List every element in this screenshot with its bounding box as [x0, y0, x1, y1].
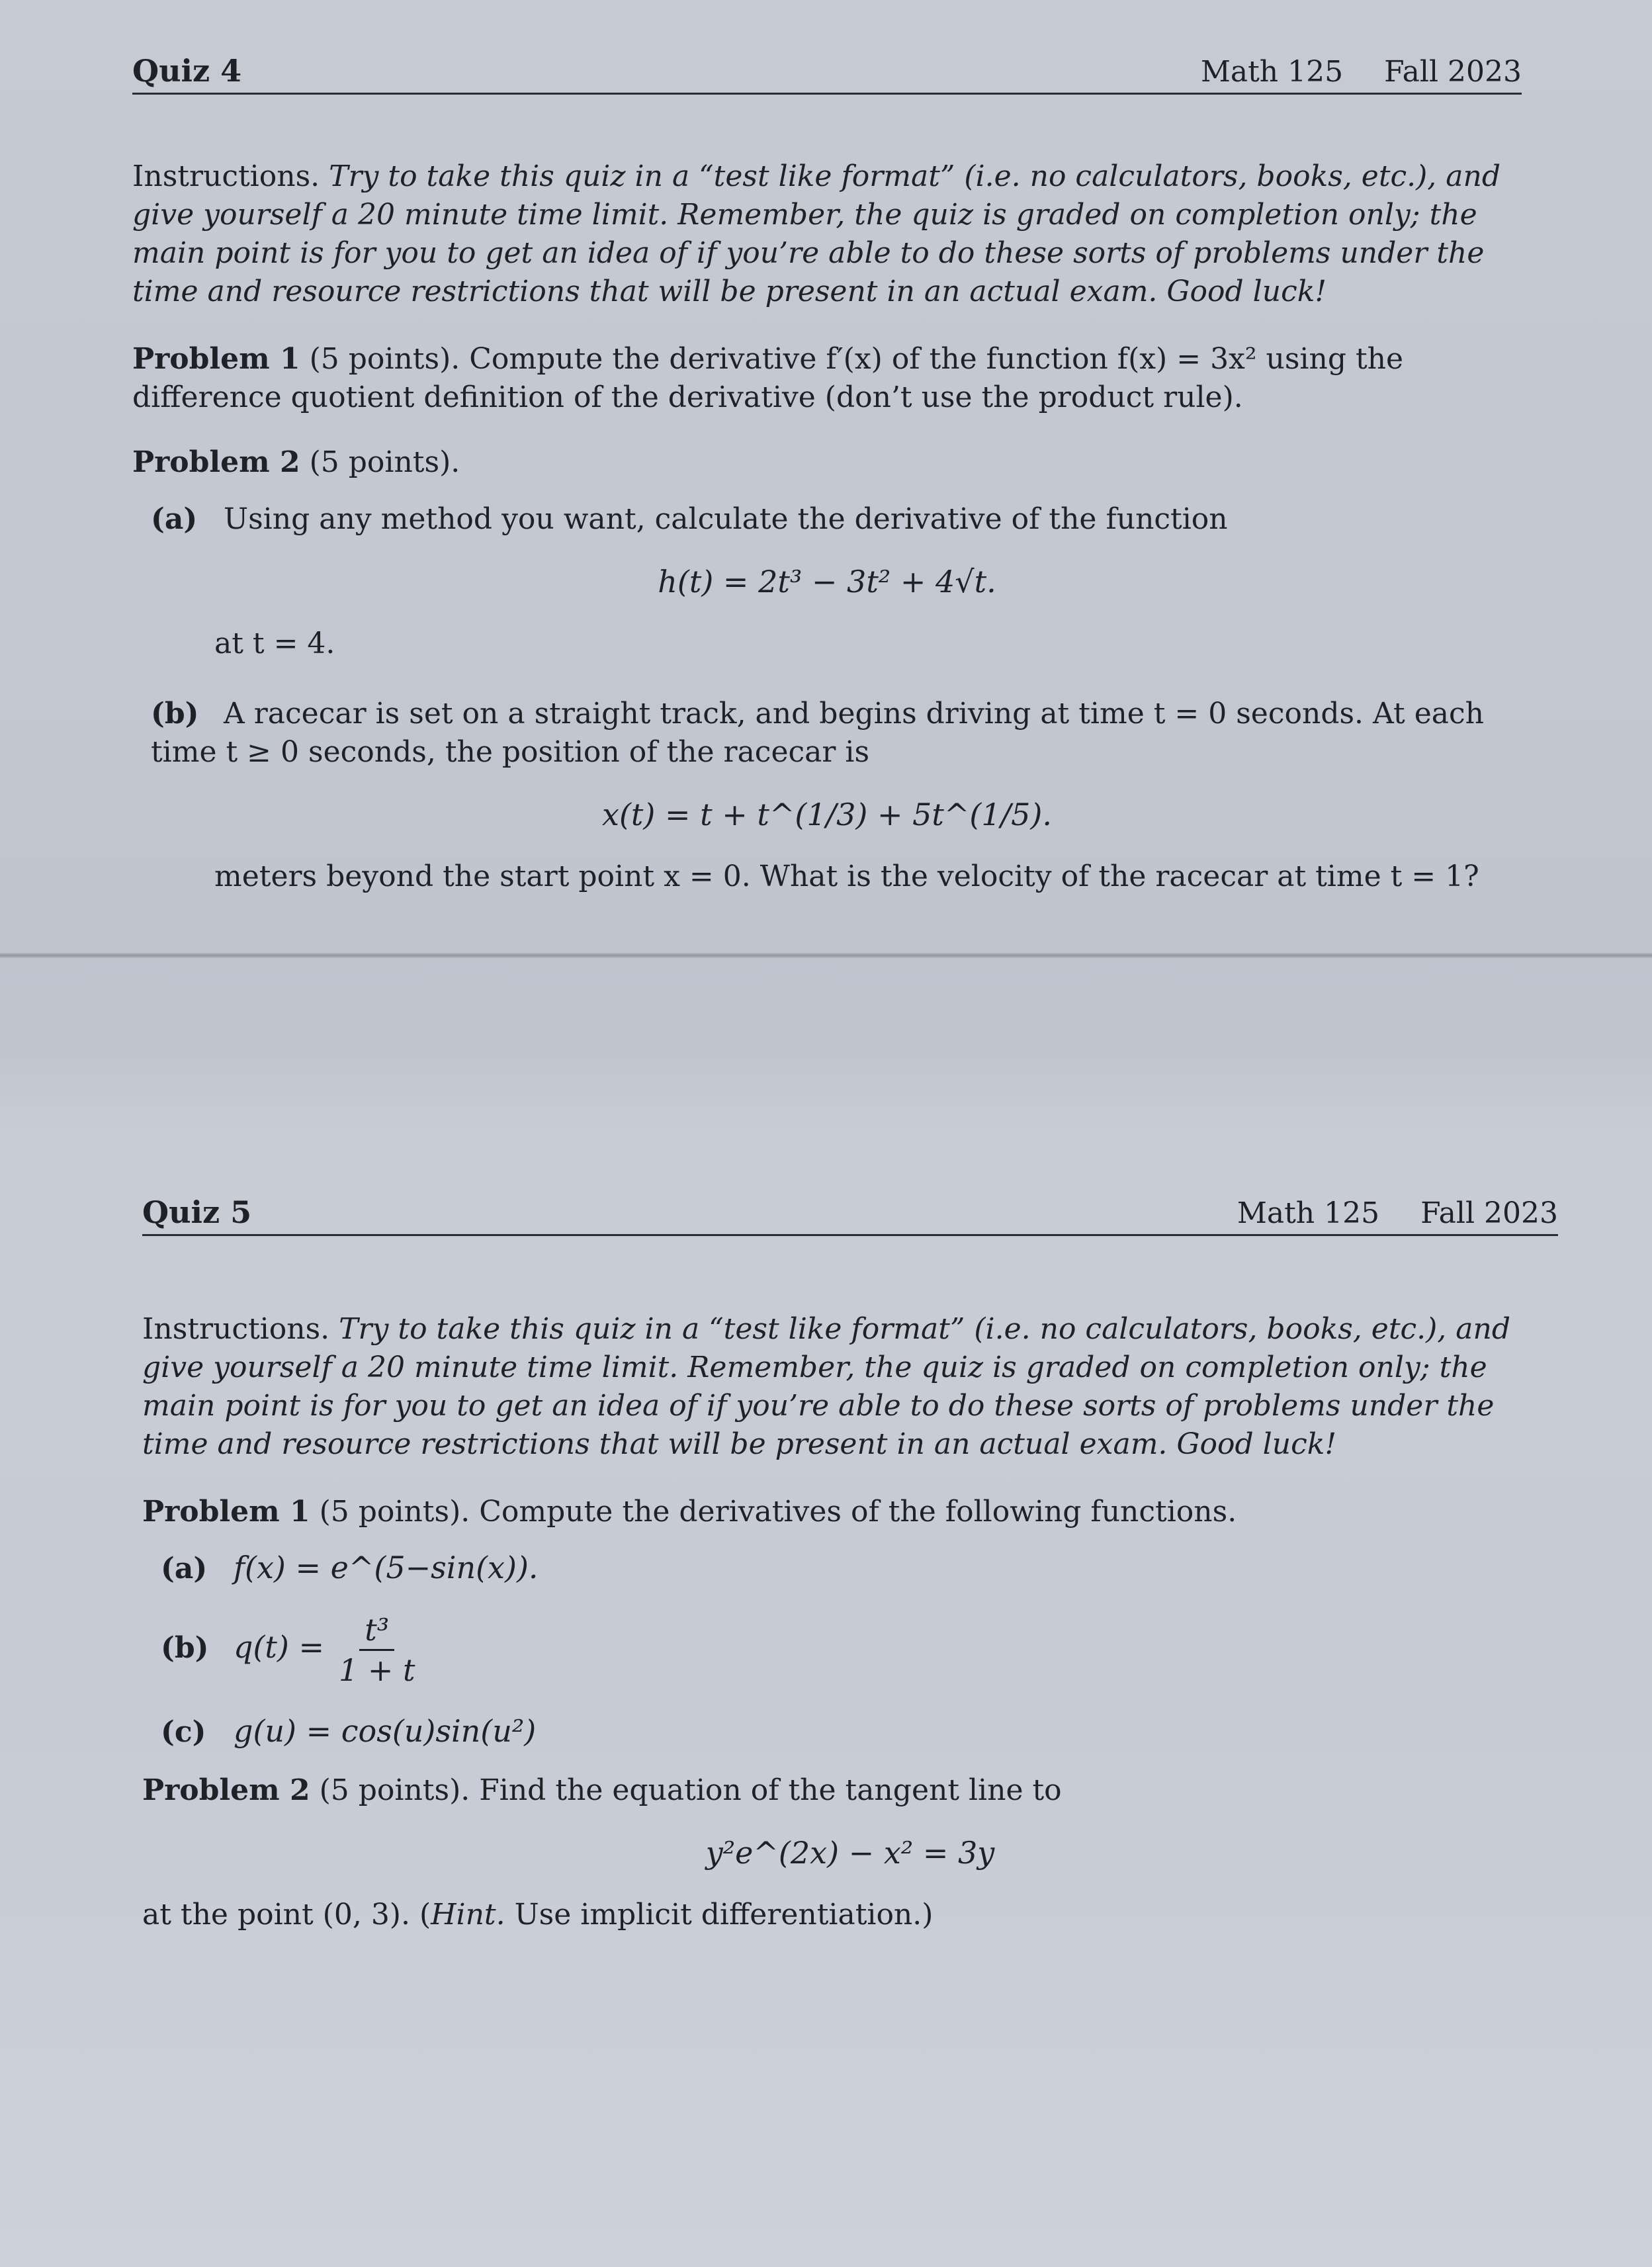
quiz-4-problem-2 — [132, 443, 1522, 482]
equation-f: f(x) = e^(5−sin(x)). — [234, 1550, 539, 1585]
quiz-5-problem-1 — [142, 1493, 1558, 1531]
problem-text: Compute the derivative f′(x) of the function f(x) = 3x² using the difference quotient definition of the derivative (don’t use the product rule). — [132, 342, 1404, 414]
quiz-4-part-b — [132, 695, 1522, 772]
part-label: (b) — [151, 697, 199, 731]
problem-points: (5 points). — [309, 445, 460, 479]
paper-fold — [0, 953, 1652, 958]
hint-word: Hint. — [431, 1898, 505, 1932]
instructions-body: Try to take this quiz in a “test like format” (i.e. no calculators, books, etc.), and give yourself a 20 minute time limit. Remember, the quiz is graded on completion only; the main point is for you to get an idea of if you’re able to do these sorts of problems under the time and resource restrictions that will be present in an actual exam. Good luck! — [142, 1312, 1511, 1461]
part-text: Using any method you want, calculate the derivative of the function — [224, 502, 1228, 536]
problem-text: Compute the derivatives of the following functions. — [479, 1495, 1237, 1529]
quiz-5-problem-2 — [142, 1771, 1558, 1810]
part-a-tail: at t = 4. — [214, 627, 335, 660]
part-label: (c) — [161, 1715, 206, 1749]
instructions-lead: Instructions. — [132, 159, 320, 193]
quiz-5-part-a — [142, 1548, 1558, 1588]
equation-q-fraction — [339, 1611, 415, 1689]
problem-points: (5 points). — [319, 1773, 470, 1807]
quiz-5-problem-2-tail: at the point (0, 3). (Hint. Use implicit differentiation.) — [142, 1898, 934, 1932]
equation-g: g(u) = cos(u)sin(u²) — [234, 1713, 537, 1749]
equation-q-lhs: q(t) = — [234, 1629, 324, 1665]
quiz-4-title: Quiz 4 — [132, 53, 242, 89]
quiz-5-page — [142, 1175, 1558, 1934]
part-b-tail: meters beyond the start point x = 0. What is the velocity of the racecar at time t = 1? — [214, 860, 1479, 893]
part-text: A racecar is set on a straight track, and begins driving at time t = 0 seconds. At each time t ≥ 0 seconds, the position of the racecar is — [151, 697, 1484, 769]
quiz-4-term: Fall 2023 — [1384, 55, 1522, 89]
quiz-4-course: Math 125 — [1200, 55, 1344, 89]
quiz-4-page — [132, 33, 1522, 896]
quiz-5-course: Math 125 — [1237, 1196, 1380, 1230]
quiz-5-instructions — [142, 1310, 1558, 1464]
problem-label: Problem 1 — [132, 342, 300, 376]
quiz-5-part-c — [142, 1712, 1558, 1752]
problem-label: Problem 2 — [142, 1773, 310, 1807]
quiz-5-part-b — [142, 1611, 1558, 1689]
equation-x: x(t) = t + t^(1/3) + 5t^(1/5). — [602, 797, 1052, 832]
problem-points: (5 points). — [309, 342, 460, 376]
quiz-4-problem-1 — [132, 340, 1522, 417]
quiz-4-header — [132, 33, 1522, 95]
fraction-denominator: 1 + t — [339, 1652, 415, 1688]
quiz-4-part-a — [132, 500, 1522, 539]
equation-h: h(t) = 2t³ − 3t² + 4√t. — [658, 564, 996, 600]
fraction-numerator: t³ — [359, 1611, 394, 1651]
part-label: (a) — [151, 502, 198, 536]
quiz-5-term: Fall 2023 — [1420, 1196, 1558, 1230]
instructions-body: Try to take this quiz in a “test like format” (i.e. no calculators, books, etc.), and give yourself a 20 minute time limit. Remember, the quiz is graded on completion only; the main point is for you to get an idea of if you’re able to do these sorts of problems under the time and resource restrictions that will be present in an actual exam. Good luck! — [132, 159, 1501, 308]
quiz-5-title: Quiz 5 — [142, 1194, 252, 1230]
part-label: (a) — [161, 1552, 208, 1585]
problem-text: Find the equation of the tangent line to — [479, 1773, 1062, 1807]
hint-text: Use implicit differentiation. — [514, 1898, 922, 1932]
problem-label: Problem 1 — [142, 1495, 310, 1529]
point-text: at the point (0, 3). — [142, 1898, 410, 1932]
problem-label: Problem 2 — [132, 445, 300, 479]
equation-implicit: y²e^(2x) − x² = 3y — [705, 1835, 995, 1871]
quiz-5-header — [142, 1175, 1558, 1236]
quiz-5-course-info — [1237, 1196, 1558, 1230]
quiz-4-course-info — [1201, 55, 1522, 89]
problem-points: (5 points). — [319, 1495, 470, 1529]
instructions-lead: Instructions. — [142, 1312, 330, 1346]
quiz-4-instructions — [132, 157, 1522, 311]
part-label: (b) — [161, 1631, 209, 1665]
